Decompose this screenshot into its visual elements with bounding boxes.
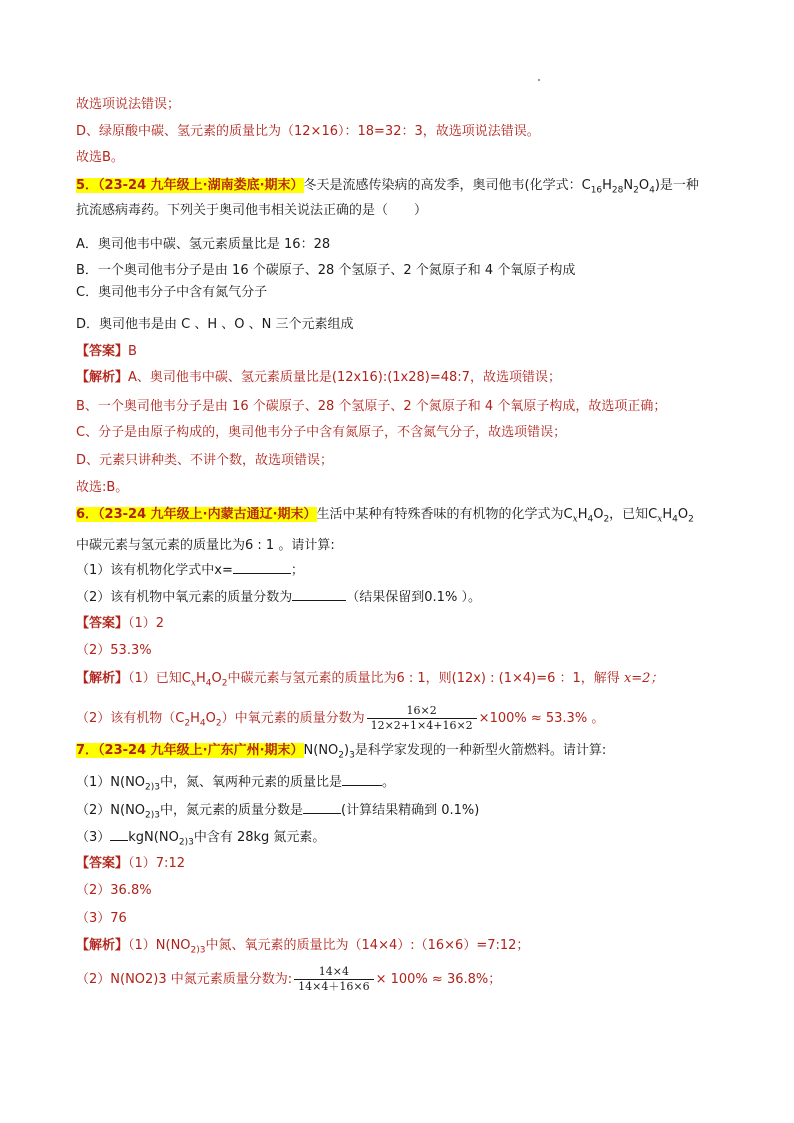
q6-a-o: O	[211, 671, 222, 686]
q6-a2-sub-o: 2	[215, 718, 222, 729]
q5-stem-line-2: 抗流感病毒药。下列关于奥司他韦相关说法正确的是（ ）	[76, 203, 428, 218]
q6-stem-line-1	[76, 506, 694, 529]
q6-a-sub-4: 4	[205, 678, 212, 689]
q7-analysis-1-pre: （1）N(NO	[128, 938, 191, 953]
scan-dot	[538, 79, 540, 81]
q7-p2-sub-2: 2	[145, 810, 151, 821]
q6-fraction-den: 12×2+1×4+16×2	[370, 719, 473, 732]
q7-part-2-text: （2）N(NO	[76, 803, 146, 818]
q7-blank-3[interactable]	[110, 827, 128, 841]
q6-part-1	[76, 560, 304, 580]
q7-number: 7．	[76, 743, 99, 758]
q7-part-3-end: 中含有 28kg 氮元素。	[193, 830, 326, 845]
q6-fraction	[367, 704, 477, 733]
q7-analysis-1-end: 中氮、氧元素的质量比为（14×4）:（16×6）=7:12；	[205, 938, 530, 953]
q6-fraction-num: 16×2	[367, 704, 477, 719]
q6-a-sub-2: 2	[221, 678, 228, 689]
q6-o: O	[593, 507, 604, 522]
q7-fraction	[294, 965, 373, 994]
q7-sub-2: 2	[338, 750, 345, 761]
q5-answer-value: B	[128, 344, 137, 359]
q5-stem-end: )是一种	[654, 178, 699, 193]
q7-answer-label: 【答案】	[76, 856, 129, 871]
q6-part-2	[76, 587, 481, 607]
q5-option-c: C．奥司他韦分子中含有氮气分子	[76, 285, 268, 300]
q7-part-2	[76, 800, 479, 825]
q6-h-2: H	[662, 507, 673, 522]
q4-line-2: D、绿原酸中碳、氢元素的质量比为（12×16）：18=32：3，故选项说法错误。	[76, 124, 540, 139]
q5-analysis-label: 【解析】	[76, 370, 129, 385]
q7-answer-3: （3）76	[76, 911, 127, 926]
q5-o: O	[638, 178, 650, 193]
q6-analysis-1	[76, 670, 663, 693]
q6-stem: 生活中某种有特殊香味的有机物的化学式为C	[316, 507, 573, 522]
q5-stem: 冬天是流感传染病的高发季，奥司他韦(化学式：C	[303, 178, 591, 193]
q7-analysis-2-pre: （2）N(NO2)3 中氮元素质量分数为:	[76, 972, 293, 987]
q7-a1-sub-3: )3	[196, 945, 206, 956]
q7-stem-end: 是科学家发现的一种新型火箭燃料。请计算:	[354, 743, 607, 758]
q5-option-a: A．奥司他韦中碳、氢元素质量比是 16：28	[76, 237, 331, 252]
q6-part-1-text: （1）该有机物化学式中x=	[76, 563, 233, 578]
q5-analysis-c: C、分子是由原子构成的，奥司他韦分子中含有氮原子，不含氮气分子，故选项错误；	[76, 425, 567, 440]
q6-a-sub-x: x	[190, 678, 196, 689]
q7-answer	[76, 855, 185, 873]
q6-o-2: O	[677, 507, 689, 522]
q5-option-d: D．奥司他韦是由 C 、H 、O 、N 三个元素组成	[76, 317, 354, 332]
q7-analysis-1	[76, 937, 529, 960]
q6-a2-sub-h: 4	[199, 718, 206, 729]
q6-answer-2: （2）53.3%	[76, 643, 152, 658]
q5-stem-line-1	[76, 177, 699, 200]
q6-analysis-1-end: x=2；	[623, 671, 664, 686]
q6-analysis-label: 【解析】	[76, 671, 129, 686]
q7-p3-sub-2: 2	[178, 837, 185, 848]
q6-part-1-end: ；	[290, 563, 304, 578]
q6-analysis-2-mid: ）中氧元素的质量分数为	[221, 711, 365, 726]
q7-fraction-den: 14×4＋16×6	[298, 980, 370, 993]
q5-analysis-end: 故选:B。	[76, 480, 129, 495]
q7-part-3	[76, 827, 325, 852]
q5-sub-o: 4	[649, 185, 655, 196]
q7-part-1-mid: 中，氮、氧两种元素的质量比是	[160, 775, 343, 790]
q5-option-b: B．一个奥司他韦分子是由 16 个碳原子、28 个氢原子、2 个氮原子和 4 个氧原子构成	[76, 263, 576, 278]
q5-answer	[76, 343, 137, 361]
q5-sub-c: 16	[590, 185, 603, 196]
q7-part-3-mid: kgN(NO	[128, 830, 179, 845]
q5-sub-h: 28	[611, 185, 624, 196]
q7-p1-sub-2: 2	[145, 782, 151, 793]
q6-stem-mid: ，已知C	[609, 507, 658, 522]
q7-stem: N(NO	[303, 743, 339, 758]
q6-number: 6．	[76, 507, 99, 522]
q4-line-3: 故选B。	[76, 150, 124, 165]
q5-n: N	[623, 178, 634, 193]
q6-a-h: H	[195, 671, 206, 686]
q7-paren: )	[344, 743, 350, 758]
q6-answer-1: （1）2	[128, 616, 165, 631]
q7-blank-1[interactable]	[342, 772, 382, 786]
q5-analysis-a-text: A、奥司他韦中碳、氢元素质量比是(12x16):(1x28)=48:7，故选项错误；	[128, 370, 561, 385]
q6-blank-2[interactable]	[292, 587, 346, 601]
q7-analysis-label: 【解析】	[76, 938, 129, 953]
q6-sub-x-2: x	[657, 514, 663, 525]
q6-answer-label: 【答案】	[76, 616, 129, 631]
q6-analysis-2	[76, 702, 604, 741]
q6-a2-o: O	[205, 711, 216, 726]
q6-sub-x: x	[572, 514, 578, 525]
q6-a2-c: C	[175, 711, 185, 726]
q6-answer	[76, 615, 164, 633]
q6-sub-2-2: 2	[688, 514, 694, 525]
q6-analysis-1-pre: （1）已知C	[128, 671, 191, 686]
q7-blank-2[interactable]	[303, 800, 341, 814]
q7-analysis-2	[76, 963, 501, 997]
q7-source-tag: （23-24 九年级上·广东广州·期末）	[98, 743, 304, 758]
q7-fraction-num: 14×4	[294, 965, 373, 980]
q6-sub-4: 4	[587, 514, 594, 525]
q6-h: H	[577, 507, 588, 522]
q6-a2-sub-c: 2	[184, 718, 191, 729]
q7-p3-sub-3: )3	[184, 837, 194, 848]
q6-analysis-1-mid: 中碳元素与氢元素的质量比为6 : 1，则(12x) : (1×4)=6 ：1，解得	[227, 671, 624, 686]
q5-source-tag: （23-24 九年级上·湖南娄底·期末）	[98, 178, 304, 193]
q6-part-2-end: （结果保留到0.1% ）。	[346, 590, 481, 605]
q6-a2-h: H	[190, 711, 200, 726]
q6-part-2-text: （2）该有机物中氧元素的质量分数为	[76, 590, 293, 605]
q7-analysis-2-end: × 100% ≈ 36.8%；	[375, 972, 502, 987]
q7-part-1-text: （1）N(NO	[76, 775, 146, 790]
q7-p1-sub-3: )3	[150, 782, 161, 793]
q5-number: 5．	[76, 178, 99, 193]
q7-answer-1: （1）7:12	[128, 856, 185, 871]
q7-part-2-end: (计算结果精确到 0.1%)	[341, 803, 480, 818]
q5-h: H	[602, 178, 612, 193]
q6-stem-line-2: 中碳元素与氢元素的质量比为6 : 1 。请计算:	[76, 538, 335, 553]
q5-analysis-b: B、一个奥司他韦分子是由 16 个碳原子、28 个氢原子、2 个氮原子和 4 个氧原子构成，故选项正确；	[76, 399, 667, 414]
q7-part-2-mid: 中，氮元素的质量分数是	[160, 803, 304, 818]
q7-a1-sub-2: 2	[190, 945, 197, 956]
q7-sub-3: 3	[349, 750, 355, 761]
q7-answer-2: （2）36.8%	[76, 883, 152, 898]
q7-stem-line-1	[76, 742, 606, 765]
q7-p2-sub-3: )3	[150, 810, 161, 821]
q5-analysis-a	[76, 369, 561, 387]
q4-line-1: 故选项说法错误；	[76, 97, 181, 112]
q7-part-1-end: 。	[382, 775, 396, 790]
q5-analysis-d: D、元素只讲种类、不讲个数，故选项错误；	[76, 453, 334, 468]
q6-source-tag: （23-24 九年级上·内蒙古通辽·期末）	[98, 507, 317, 522]
q6-blank-1[interactable]	[233, 560, 291, 574]
q6-analysis-2-pre: （2）该有机物（	[76, 711, 176, 726]
q7-part-1	[76, 772, 395, 797]
q6-sub-2: 2	[603, 514, 610, 525]
q5-answer-label: 【答案】	[76, 344, 129, 359]
q5-sub-n: 2	[633, 185, 639, 196]
q6-analysis-2-end: ×100% ≈ 53.3% 。	[478, 711, 605, 726]
q6-sub-4-2: 4	[672, 514, 678, 525]
q7-part-3-text: （3）	[76, 830, 111, 845]
